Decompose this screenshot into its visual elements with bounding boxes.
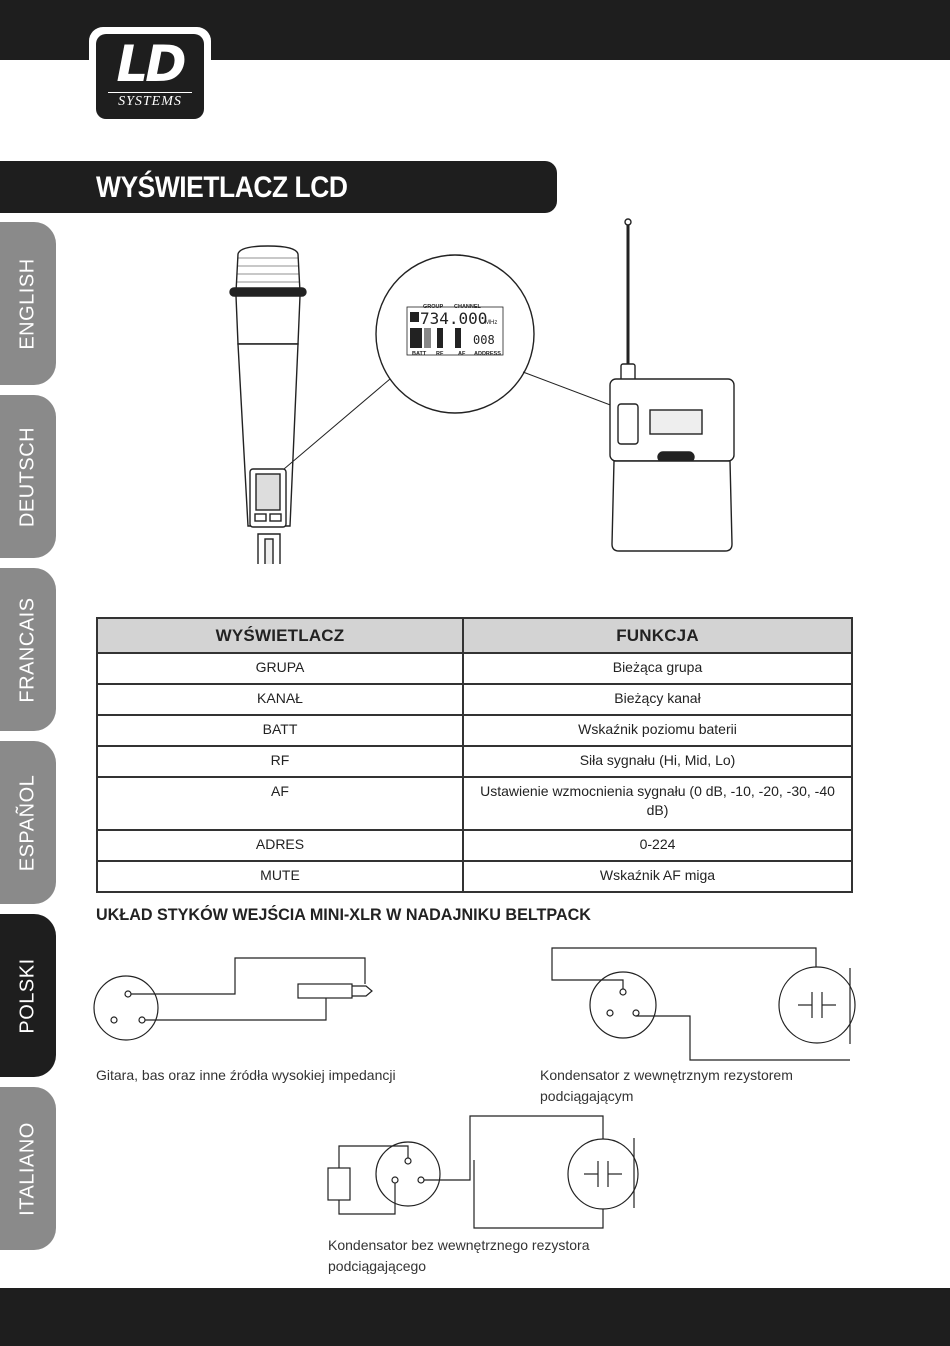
cell-display: ADRES xyxy=(97,830,463,861)
cell-function: Wskaźnik AF miga xyxy=(463,861,852,892)
tab-label: POLSKI xyxy=(16,957,39,1034)
ld-systems-logo xyxy=(89,27,211,126)
tab-espanol[interactable] xyxy=(0,741,56,904)
handheld-microphone xyxy=(230,246,306,564)
cell-display: AF xyxy=(97,777,463,830)
lcd-zoom-callout xyxy=(376,255,534,413)
lcd-af-label: AF xyxy=(458,351,466,357)
cell-display: RF xyxy=(97,746,463,777)
cell-function: 0-224 xyxy=(463,830,852,861)
logo-subtext: SYSTEMS xyxy=(108,92,192,111)
cell-display: MUTE xyxy=(97,861,463,892)
cell-display: BATT xyxy=(97,715,463,746)
title-bar xyxy=(0,161,557,213)
tab-label: ITALIANO xyxy=(16,1121,39,1216)
tab-label: DEUTSCH xyxy=(16,426,39,527)
lcd-unit: MHz xyxy=(485,320,498,326)
lcd-rf-label: RF xyxy=(436,351,444,357)
cell-function: Bieżący kanał xyxy=(463,684,852,715)
condenser-without-resistor-diagram xyxy=(320,1108,640,1233)
table-row xyxy=(97,746,852,777)
cell-function: Siła sygnału (Hi, Mid, Lo) xyxy=(463,746,852,777)
guitar-wiring-diagram xyxy=(90,950,390,1050)
tab-polski[interactable] xyxy=(0,914,56,1077)
lcd-address-value: 008 xyxy=(473,333,495,347)
lcd-batt-label: BATT xyxy=(412,351,427,357)
section-heading: UKŁAD STYKÓW WEJŚCIA MINI-XLR W NADAJNIKU BELTPACK xyxy=(96,905,591,924)
tab-english[interactable] xyxy=(0,222,56,385)
column-header-function: FUNKCJA xyxy=(463,618,852,653)
table-row xyxy=(97,653,852,684)
table-row xyxy=(97,777,852,830)
cell-display: KANAŁ xyxy=(97,684,463,715)
cell-function: Ustawienie wzmocnienia sygnału (0 dB, -10, -20, -30, -40 dB) xyxy=(463,777,852,830)
bottom-bar xyxy=(0,1288,950,1346)
tab-label: ENGLISH xyxy=(16,257,39,350)
lcd-group-label: GROUP xyxy=(423,304,444,310)
beltpack-transmitter xyxy=(610,219,734,551)
tab-deutsch[interactable] xyxy=(0,395,56,558)
column-header-display: WYŚWIETLACZ xyxy=(97,618,463,653)
table-row xyxy=(97,861,852,892)
cell-display: GRUPA xyxy=(97,653,463,684)
page-title: WYŚWIETLACZ LCD xyxy=(96,171,348,204)
tab-label: FRANCAIS xyxy=(16,596,39,703)
lcd-address-label: ADDRESS xyxy=(474,351,501,357)
table-row xyxy=(97,715,852,746)
caption-guitar: Gitara, bas oraz inne źródła wysokiej impedancji xyxy=(96,1067,396,1083)
table-row xyxy=(97,684,852,715)
lcd-channel-label: CHANNEL xyxy=(454,304,481,310)
tab-francais[interactable] xyxy=(0,568,56,731)
logo-text: LD xyxy=(116,35,184,93)
transmitters-illustration xyxy=(180,214,780,564)
lcd-function-table xyxy=(96,617,853,893)
table-row xyxy=(97,830,852,861)
tab-italiano[interactable] xyxy=(0,1087,56,1250)
cell-function: Bieżąca grupa xyxy=(463,653,852,684)
condenser-with-resistor-diagram xyxy=(540,940,860,1065)
lcd-frequency: 734.000 xyxy=(420,309,488,328)
cell-function: Wskaźnik poziomu baterii xyxy=(463,715,852,746)
caption-condenser-without-resistor: Kondensator bez wewnętrznego rezystora podciągającego xyxy=(328,1237,590,1274)
caption-condenser-with-resistor: Kondensator z wewnętrznym rezystorem podciągającym xyxy=(540,1067,793,1104)
tab-label: ESPAÑOL xyxy=(16,774,39,871)
